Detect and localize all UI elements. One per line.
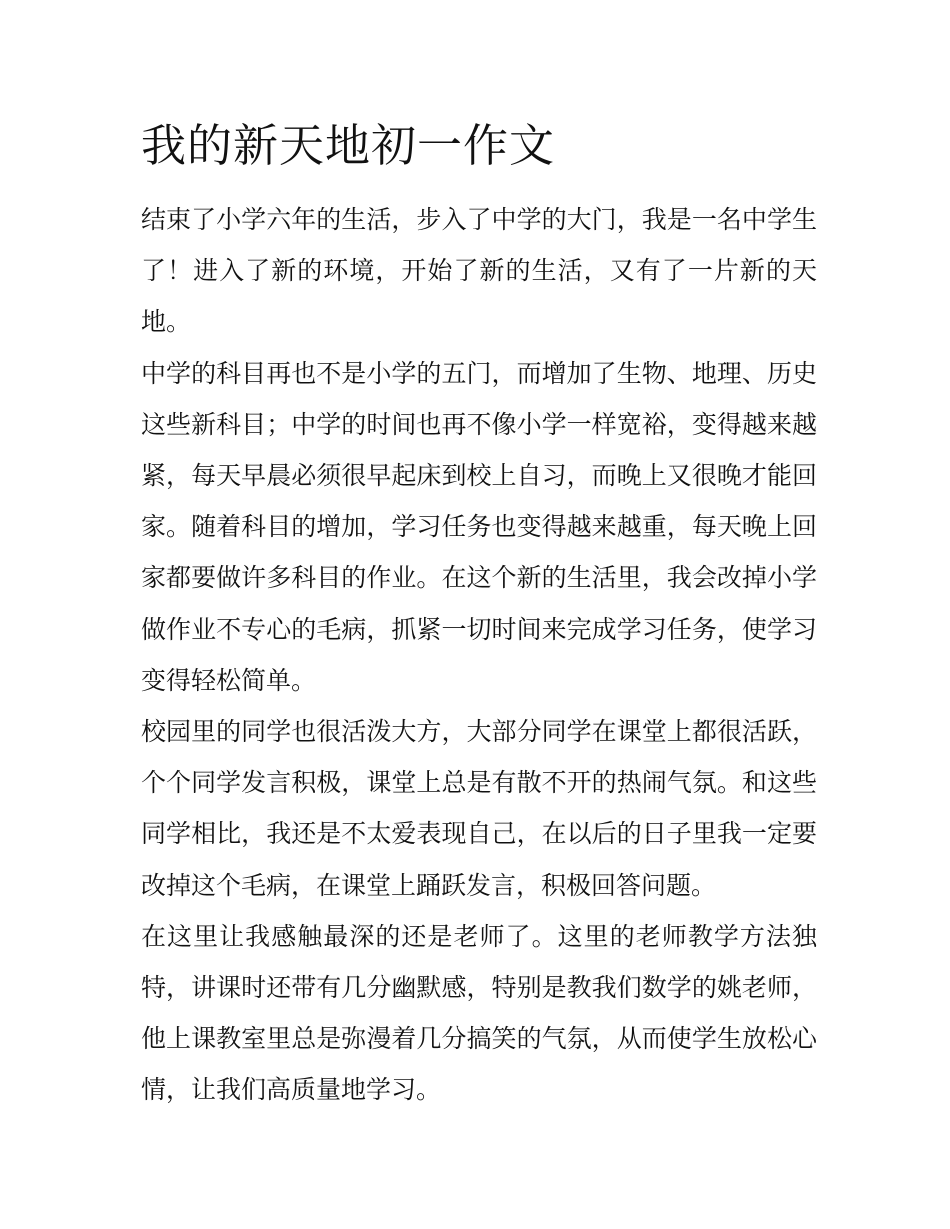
paragraph-3: 校园里的同学也很活泼大方，大部分同学在课堂上都很活跃，个个同学发言积极，课堂上总是有散不开的热闹气氛。和这些同学相比，我还是不太爱表现自己，在以后的日子里我一定要改掉这个毛病，在课堂上踊跃发言，积极回答问题。 <box>141 717 817 900</box>
paragraph-1: 结束了小学六年的生活，步入了中学的大门，我是一名中学生了！进入了新的环境，开始了新的生活，又有了一片新的天地。 <box>141 205 817 337</box>
document-body <box>141 194 817 1116</box>
paragraph-4: 在这里让我感触最深的还是老师了。这里的老师教学方法独特，讲课时还带有几分幽默感，特别是教我们数学的姚老师，他上课教室里总是弥漫着几分搞笑的气氛，从而使学生放松心情，让我们高质量地学习。 <box>141 921 817 1105</box>
document-title: 我的新天地初一作文 <box>141 119 556 172</box>
paragraph-2: 中学的科目再也不是小学的五门，而增加了生物、地理、历史这些新科目；中学的时间也再不像小学一样宽裕，变得越来越紧，每天早晨必须很早起床到校上自习，而晚上又很晚才能回家。随着科目的增加，学习任务也变得越来越重，每天晚上回家都要做许多科目的作业。在这个新的生活里，我会改掉小学做作业不专心的毛病，抓紧一切时间来完成学习任务，使学习变得轻松简单。 <box>141 358 817 695</box>
